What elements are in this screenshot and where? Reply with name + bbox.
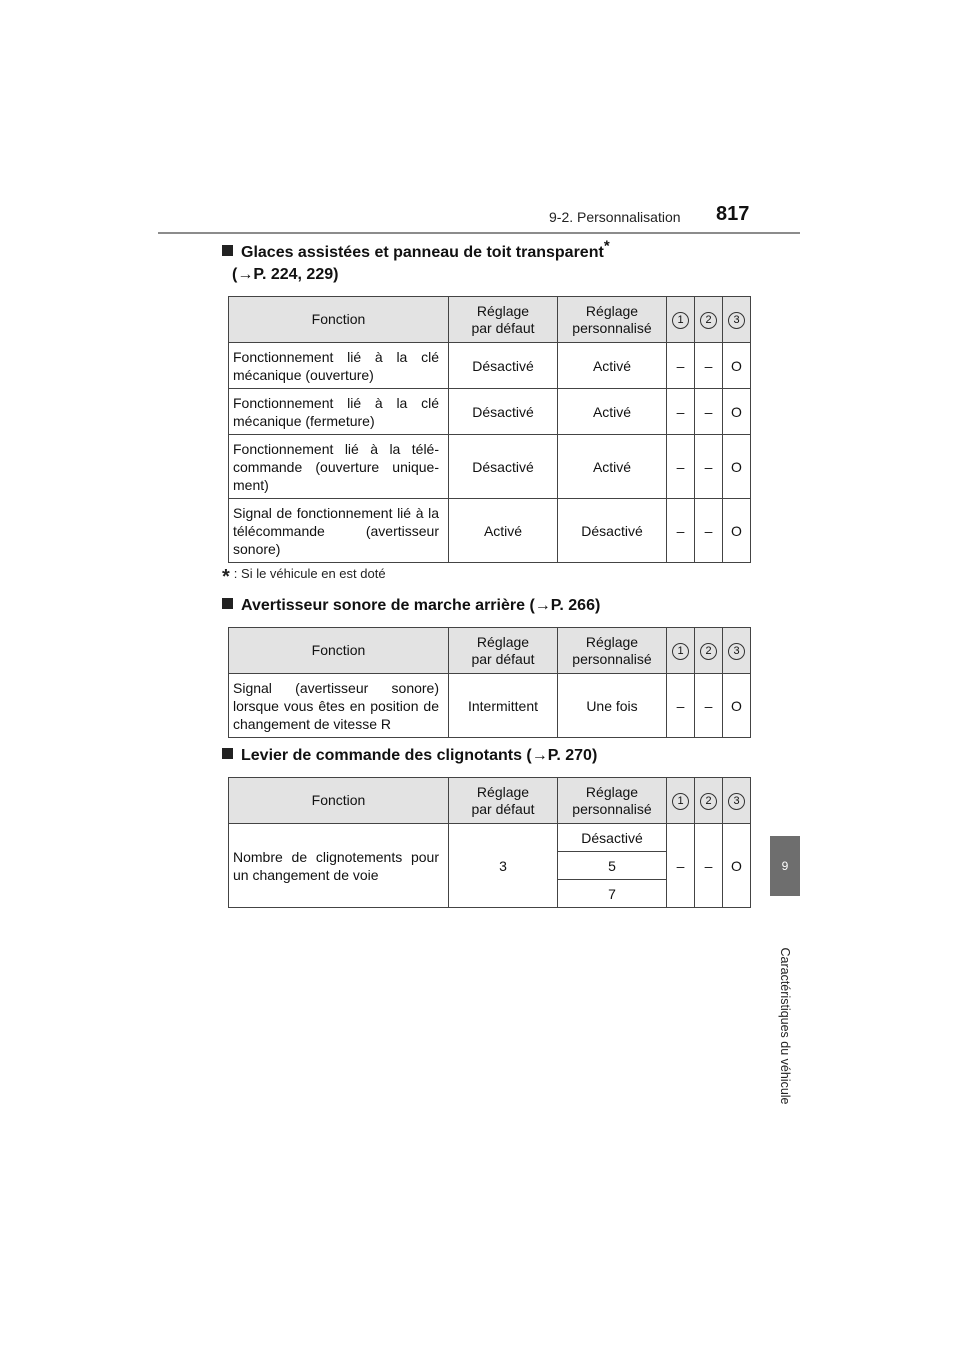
circled-number-1-icon: 1 bbox=[672, 793, 689, 810]
cell-default: Désactivé bbox=[449, 435, 558, 499]
cell-c1: – bbox=[667, 435, 695, 499]
col-1 bbox=[667, 778, 695, 824]
col-fonction: Fonction bbox=[229, 297, 449, 343]
section2-table bbox=[228, 627, 751, 738]
section3-table bbox=[228, 777, 751, 908]
cell-default: Désactivé bbox=[449, 389, 558, 435]
cell-function: Fonctionnement lié à la télé-commande (ouverture unique-ment) bbox=[229, 435, 449, 499]
cell-c2: – bbox=[695, 824, 723, 908]
cell-function: Nombre de clignotements pour un changement de voie bbox=[229, 824, 449, 908]
col-custom: Réglage personnalisé bbox=[558, 628, 667, 674]
section1-footnote-mark: * bbox=[603, 237, 610, 255]
section1-table bbox=[228, 296, 751, 563]
table-row bbox=[229, 824, 751, 852]
col-default: Réglage par défaut bbox=[449, 778, 558, 824]
table-row bbox=[229, 674, 751, 738]
cell-c3: O bbox=[723, 674, 751, 738]
cell-custom-option: 7 bbox=[558, 880, 667, 908]
col-custom: Réglage personnalisé bbox=[558, 297, 667, 343]
cell-c2: – bbox=[695, 674, 723, 738]
footnote-text: : Si le véhicule en est doté bbox=[233, 566, 386, 581]
cell-custom-option: 5 bbox=[558, 852, 667, 880]
section3-heading bbox=[222, 745, 597, 767]
cell-c3: O bbox=[723, 389, 751, 435]
cell-function: Signal de fonctionnement lié à la télécommande (avertisseur sonore) bbox=[229, 499, 449, 563]
section2-heading bbox=[222, 595, 600, 617]
cell-default: 3 bbox=[449, 824, 558, 908]
circled-number-3-icon: 3 bbox=[728, 312, 745, 329]
cell-function: Fonctionnement lié à la clé mécanique (fermeture) bbox=[229, 389, 449, 435]
col-1 bbox=[667, 628, 695, 674]
cell-custom: Activé bbox=[558, 343, 667, 389]
col-3 bbox=[723, 297, 751, 343]
cell-c2: – bbox=[695, 499, 723, 563]
col-2 bbox=[695, 778, 723, 824]
cell-default: Désactivé bbox=[449, 343, 558, 389]
cell-custom: Activé bbox=[558, 389, 667, 435]
chapter-side-label bbox=[770, 928, 800, 1124]
section3-title: Levier de commande des clignotants (→P. 270) bbox=[241, 747, 598, 764]
table-header-row bbox=[229, 778, 751, 824]
cell-function: Signal (avertisseur sonore) lorsque vous êtes en position de changement de vitesse R bbox=[229, 674, 449, 738]
section1-title: Glaces assistées et panneau de toit transparent bbox=[241, 244, 604, 261]
page-number: 817 bbox=[716, 203, 750, 225]
circled-number-3-icon: 3 bbox=[728, 793, 745, 810]
cell-custom: Activé bbox=[558, 435, 667, 499]
cell-default: Intermittent bbox=[449, 674, 558, 738]
section-header: 9-2. Personnalisation bbox=[549, 209, 681, 225]
table-header-row bbox=[229, 628, 751, 674]
circled-number-2-icon: 2 bbox=[700, 793, 717, 810]
cell-function: Fonctionnement lié à la clé mécanique (ouverture) bbox=[229, 343, 449, 389]
header-rule bbox=[158, 232, 800, 234]
col-fonction: Fonction bbox=[229, 778, 449, 824]
cell-c2: – bbox=[695, 389, 723, 435]
table-header-row bbox=[229, 297, 751, 343]
cell-c1: – bbox=[667, 674, 695, 738]
cell-c3: O bbox=[723, 499, 751, 563]
section1-ref: (→P. 224, 229) bbox=[232, 266, 339, 283]
cell-c2: – bbox=[695, 343, 723, 389]
section1-heading bbox=[222, 237, 610, 264]
footnote-mark: * bbox=[222, 566, 230, 588]
chapter-tab bbox=[770, 836, 800, 896]
circled-number-2-icon: 2 bbox=[700, 643, 717, 660]
cell-c3: O bbox=[723, 343, 751, 389]
table-row bbox=[229, 343, 751, 389]
col-default: Réglage par défaut bbox=[449, 297, 558, 343]
cell-c3: O bbox=[723, 824, 751, 908]
chapter-title: Caractéristiques du véhicule bbox=[778, 947, 792, 1105]
col-3 bbox=[723, 628, 751, 674]
square-bullet-icon bbox=[222, 748, 233, 759]
chapter-number: 9 bbox=[781, 859, 789, 873]
circled-number-2-icon: 2 bbox=[700, 312, 717, 329]
cell-default: Activé bbox=[449, 499, 558, 563]
col-3 bbox=[723, 778, 751, 824]
circled-number-1-icon: 1 bbox=[672, 643, 689, 660]
footnote bbox=[222, 566, 386, 589]
col-default: Réglage par défaut bbox=[449, 628, 558, 674]
cell-c2: – bbox=[695, 435, 723, 499]
square-bullet-icon bbox=[222, 598, 233, 609]
square-bullet-icon bbox=[222, 245, 233, 256]
cell-c1: – bbox=[667, 389, 695, 435]
cell-c3: O bbox=[723, 435, 751, 499]
cell-c1: – bbox=[667, 499, 695, 563]
col-2 bbox=[695, 297, 723, 343]
cell-custom-option: Désactivé bbox=[558, 824, 667, 852]
col-2 bbox=[695, 628, 723, 674]
col-1 bbox=[667, 297, 695, 343]
circled-number-1-icon: 1 bbox=[672, 312, 689, 329]
circled-number-3-icon: 3 bbox=[728, 643, 745, 660]
table-row bbox=[229, 435, 751, 499]
table-row bbox=[229, 499, 751, 563]
section2-title: Avertisseur sonore de marche arrière (→P. 266) bbox=[241, 597, 601, 614]
col-custom: Réglage personnalisé bbox=[558, 778, 667, 824]
cell-c1: – bbox=[667, 343, 695, 389]
col-fonction: Fonction bbox=[229, 628, 449, 674]
table-row bbox=[229, 389, 751, 435]
cell-custom: Désactivé bbox=[558, 499, 667, 563]
cell-c1: – bbox=[667, 824, 695, 908]
cell-custom: Une fois bbox=[558, 674, 667, 738]
